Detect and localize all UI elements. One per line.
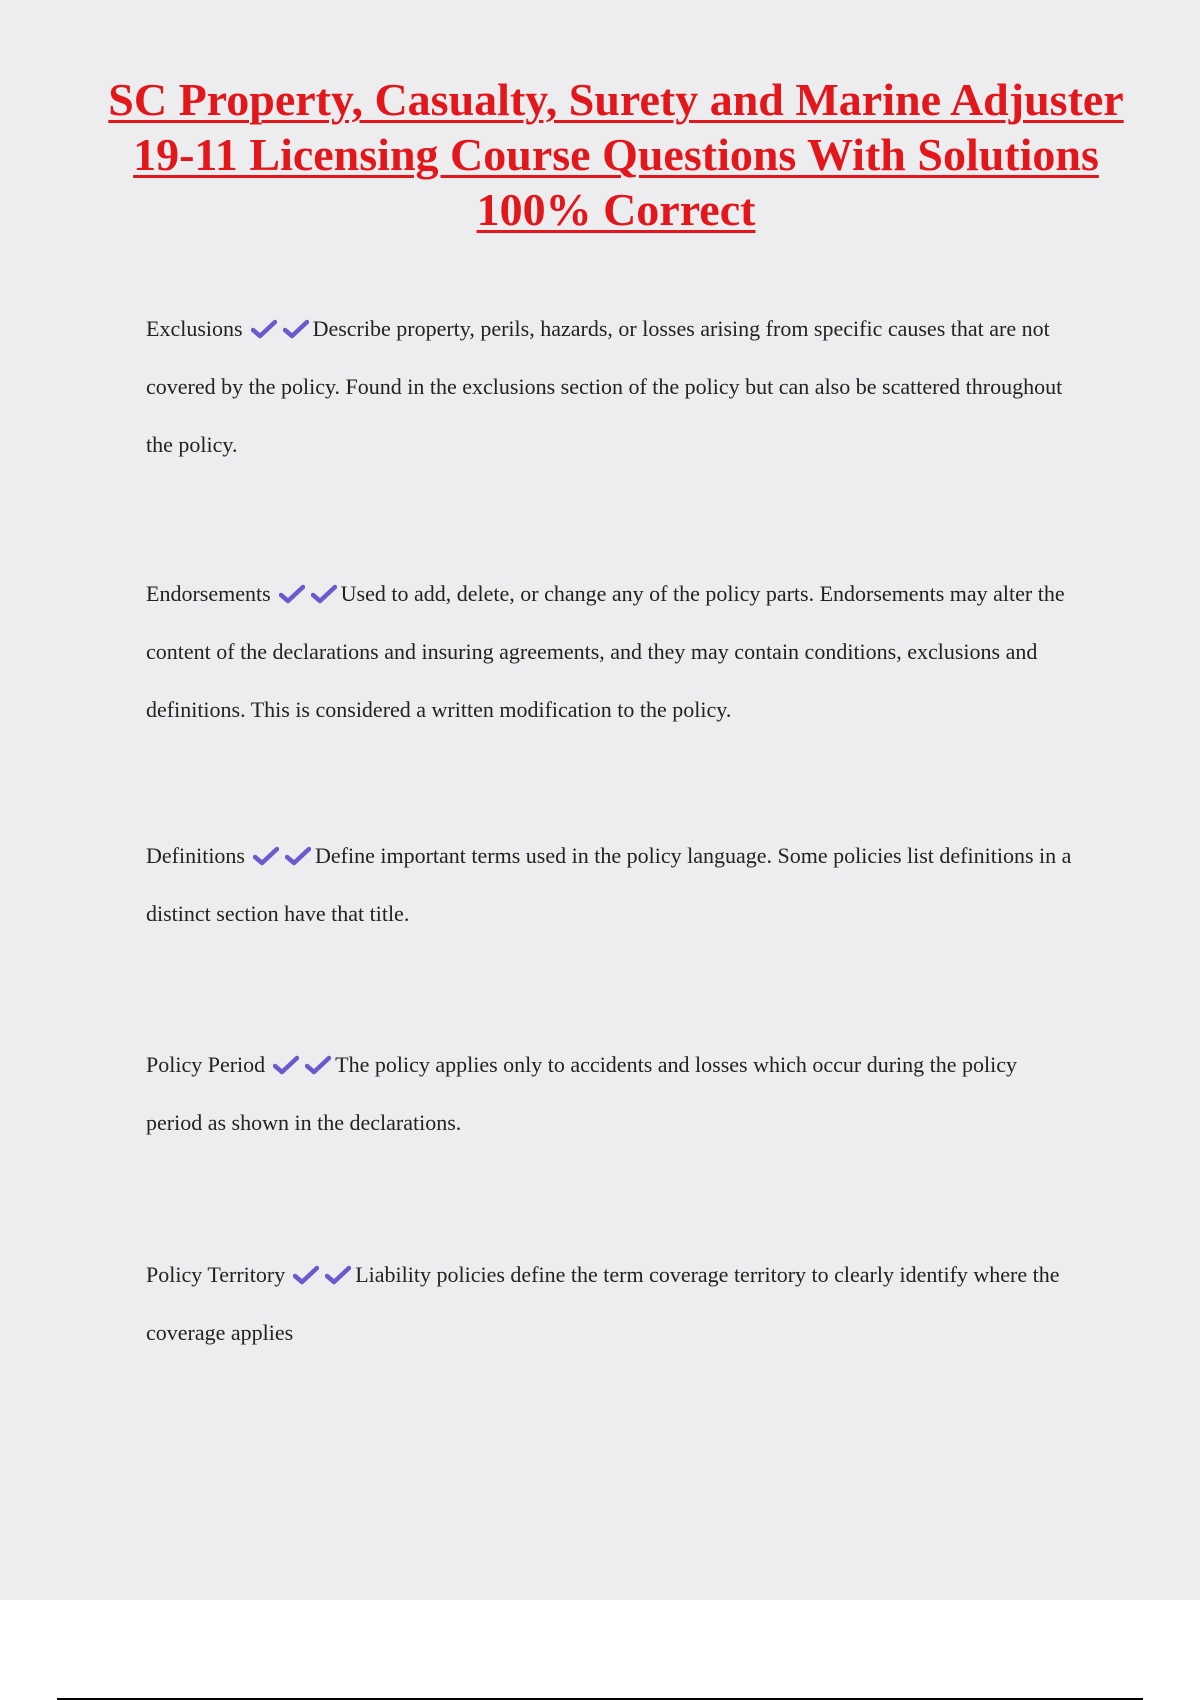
entry-definition: The policy applies only to accidents and losses which occur during the policy period as shown in the declarations. [146,1052,1017,1135]
document-title [100,72,1132,237]
checkmark-icon [283,319,311,339]
qa-entry-exclusions [146,300,1072,474]
entry-term: Policy Period [146,1052,266,1077]
entry-definition: Describe property, perils, hazards, or losses arising from specific causes that are not covered by the policy. Found in the exclusions section of the policy but can also be scattered throughout the policy. [146,316,1063,457]
entry-definition: Define important terms used in the policy language. Some policies list definitions in a distinct section have that title. [146,843,1072,926]
entry-term: Definitions [146,843,245,868]
entry-term: Policy Territory [146,1262,286,1287]
checkmark-icon [305,1055,333,1075]
entry-term: Exclusions [146,316,243,341]
document-title-text: SC Property, Casualty, Surety and Marine Adjuster 19-11 Licensing Course Questions With Solutions 100% Correct [108,74,1124,235]
checkmark-icon [311,584,339,604]
checkmark-icon [279,584,307,604]
entry-term: Endorsements [146,581,271,606]
qa-entry-definitions [146,827,1072,943]
checkmark-icon [273,1055,301,1075]
qa-entry-policy-territory [146,1246,1072,1362]
checkmark-icon [293,1265,321,1285]
entry-definition: Used to add, delete, or change any of the policy parts. Endorsements may alter the content of the declarations and insuring agreements, and they may contain conditions, exclusions and definitions. This is considered a written modification to the policy. [146,581,1065,722]
checkmark-icon [325,1265,353,1285]
checkmark-icon [285,846,313,866]
qa-entry-policy-period [146,1036,1072,1152]
checkmark-icon [251,319,279,339]
checkmark-icon [253,846,281,866]
entry-definition: Liability policies define the term coverage territory to clearly identify where the coverage applies [146,1262,1060,1345]
qa-entry-endorsements [146,565,1072,739]
